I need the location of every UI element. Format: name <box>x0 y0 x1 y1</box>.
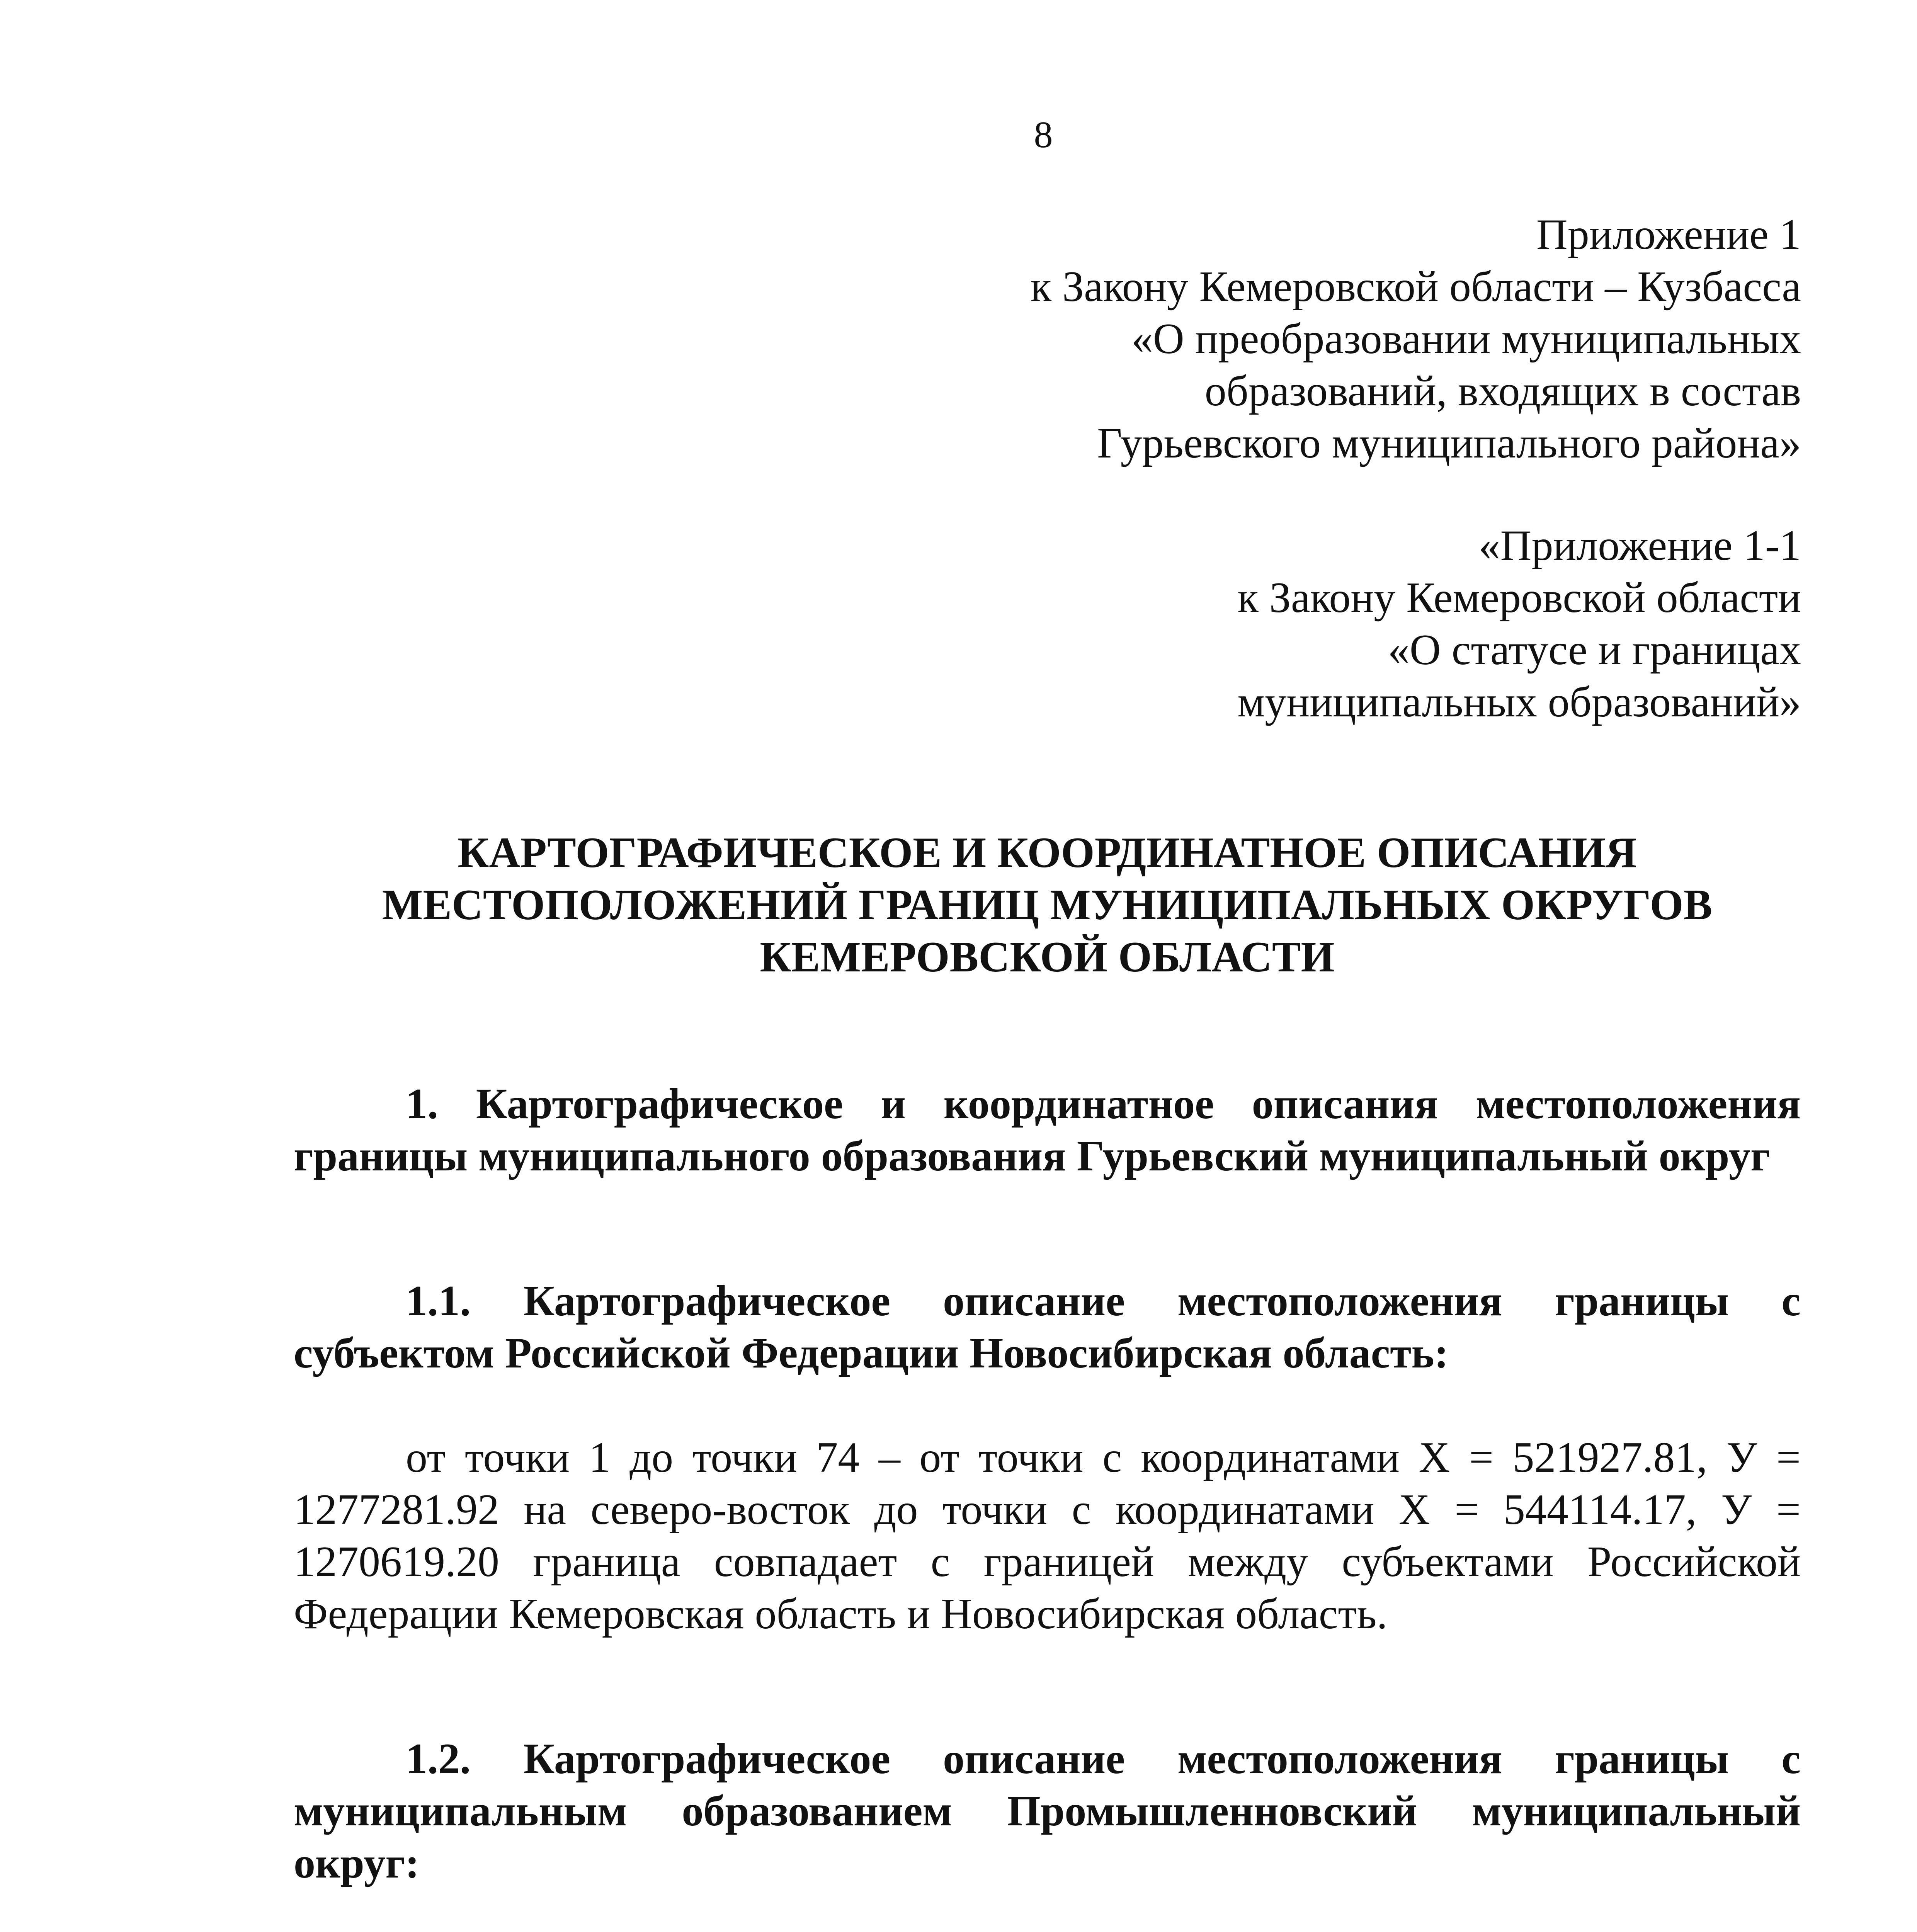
appendix-1-line: Приложение 1 <box>1536 211 1801 259</box>
section-1-1-heading: 1.1. Картографическое описание местоположения границы с субъектом Российской Федерации Новосибирская область: <box>294 1277 1801 1377</box>
appendix-1-line: «О преобразовании муниципальных <box>1131 315 1801 363</box>
section-1-1-paragraph: от точки 1 до точки 74 – от точки с координатами X = 521927.81, У = 1277281.92 на северо-восток до точки с координатами X = 544114.17, У = 1270619.20 граница совпадает с границей между субъектами Российской Федерации Кемеровская область и Новосибирская область. <box>294 1434 1801 1638</box>
document-title <box>294 827 1801 983</box>
section-1-heading: 1. Картографическое и координатное описания местоположения границы муниципального образования Гурьевский муниципальный округ <box>294 1080 1801 1180</box>
appendix-1-line: Гурьевского муниципального района» <box>1097 419 1801 467</box>
document-body <box>294 1078 1801 1932</box>
appendix-1-1-line: «Приложение 1-1 <box>1478 522 1801 570</box>
document-title-line: КЕМЕРОВСКОЙ ОБЛАСТИ <box>760 933 1335 981</box>
appendix-1-1-header <box>912 520 1801 728</box>
appendix-1-header <box>912 209 1801 469</box>
page-number: 8 <box>1034 114 1053 156</box>
appendix-1-1-line: «О статусе и границах <box>1388 626 1801 674</box>
section-1-2-heading: 1.2. Картографическое описание местоположения границы с муниципальным образованием Промышленновский муниципальный округ: <box>294 1735 1801 1887</box>
appendix-1-line: к Закону Кемеровской области – Кузбасса <box>1030 263 1801 311</box>
document-title-line: МЕСТОПОЛОЖЕНИЙ ГРАНИЦ МУНИЦИПАЛЬНЫХ ОКРУГОВ <box>382 881 1713 929</box>
appendix-1-1-line: муниципальных образований» <box>1237 678 1801 726</box>
appendix-1-1-line: к Закону Кемеровской области <box>1237 574 1801 622</box>
appendix-1-line: образований, входящих в состав <box>1204 367 1801 415</box>
document-title-line: КАРТОГРАФИЧЕСКОЕ И КООРДИНАТНОЕ ОПИСАНИЯ <box>458 829 1637 877</box>
